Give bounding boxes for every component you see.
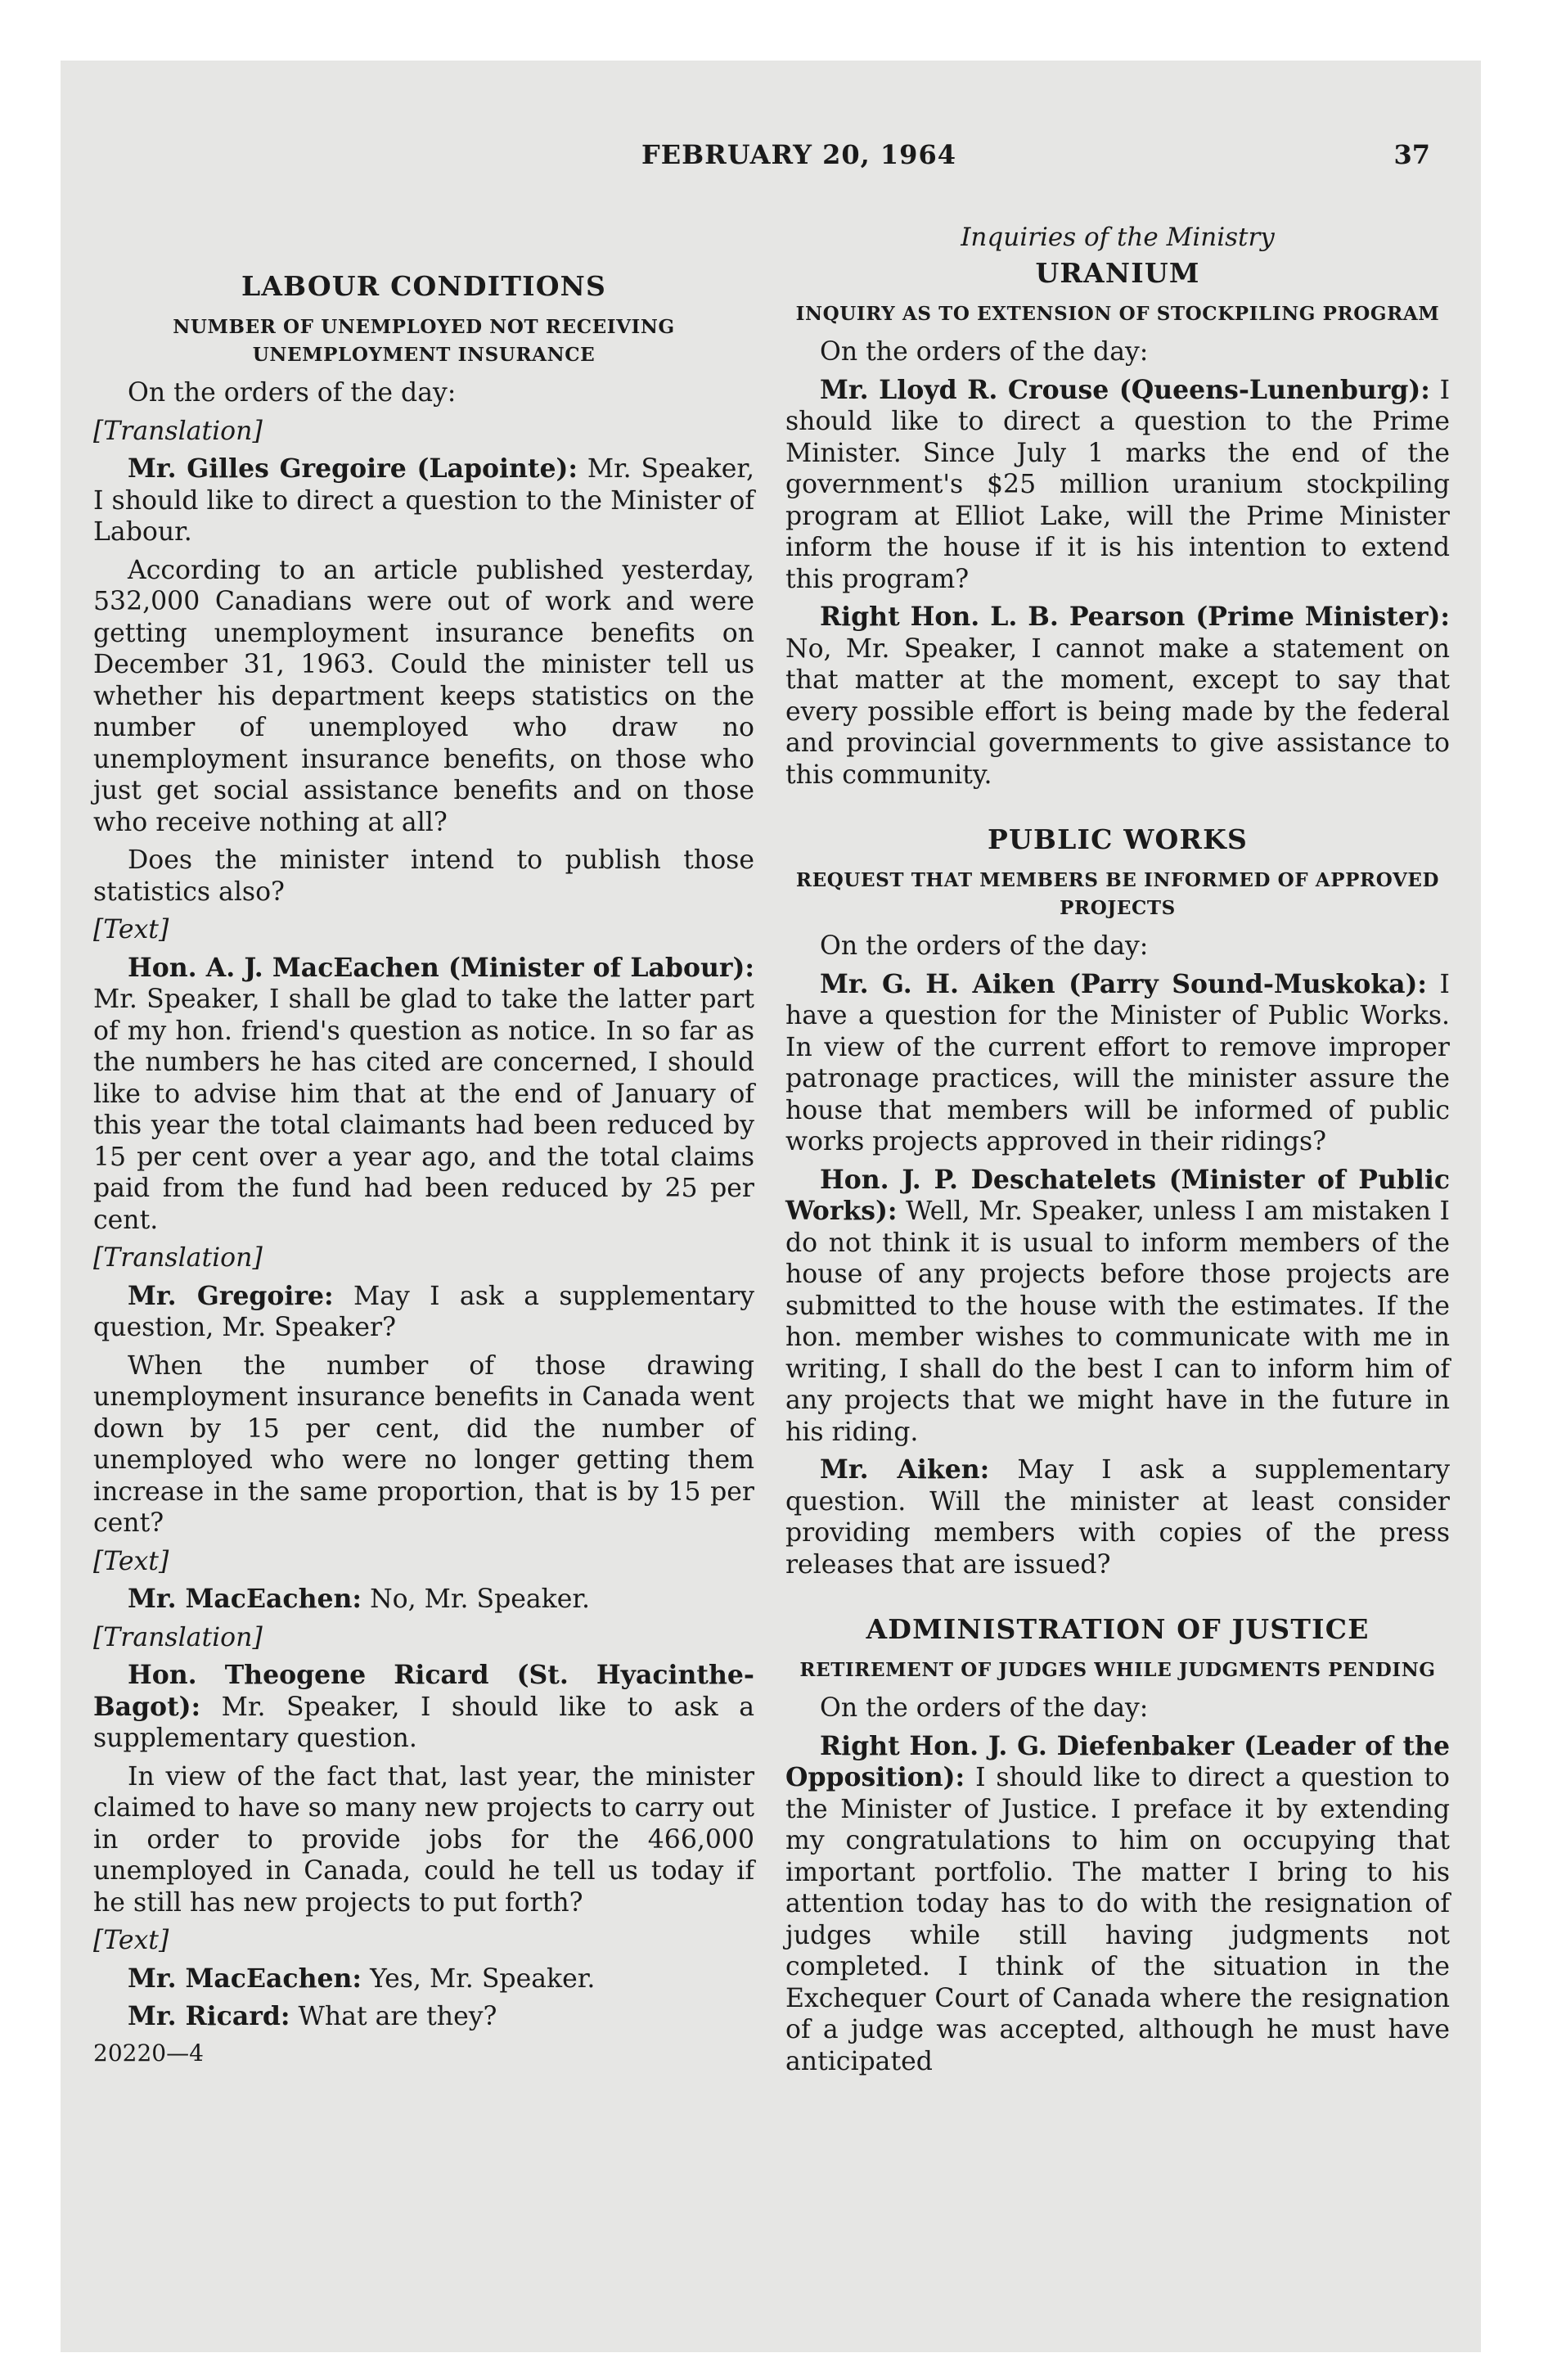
section-title-labour: LABOUR CONDITIONS: [241, 270, 607, 302]
text-marker: [Text]: [93, 1926, 169, 1955]
speaker-name: Mr. Lloyd R. Crouse (Queens-Lunenburg):: [820, 374, 1430, 405]
statement-text: Text: [103, 1926, 159, 1955]
orders-of-day: On the orders of the day:: [820, 1693, 1149, 1723]
section-title-public-works: PUBLIC WORKS: [987, 823, 1249, 855]
statement-text: No, Mr. Speaker, I cannot make a statement on that matter at the moment, except to say that every possible effort is being made by the federal and provincial governments to give assistance to this community.: [785, 633, 1450, 790]
statement-deschatelets: [785, 1165, 1450, 1449]
statement-maceachen-3: [93, 1963, 754, 1995]
statement-ricard: [93, 1660, 754, 1755]
statement-maceachen-2: [93, 1584, 754, 1616]
statement-text: I should like to direct a question to the Minister of Justice. I preface it by extending my congratulations to him on occupying that important portfolio. The matter I bring to his attention today has to do with the resignation of judges while still having judgments not completed. I think of the situation in the Exchequer Court of Canada where the resignation of a judge was accepted, although he must have anticipated: [785, 1763, 1450, 2076]
statement-crouse: [785, 375, 1450, 596]
statement-text: May I ask a supplementary question, Mr. Speaker?: [93, 1281, 755, 1342]
statement-text: Text: [103, 1546, 159, 1576]
statement-aiken-2: [785, 1454, 1450, 1580]
speaker-name: Hon. Theogene Ricard (St. Hyacinthe-Bagot):: [93, 1660, 754, 1722]
page-number: 37: [1393, 139, 1430, 170]
statement-text: Text: [103, 915, 159, 944]
subtitle-projects: REQUEST THAT MEMBERS BE INFORMED OF APPROVED PROJECTS: [795, 869, 1440, 919]
statement-text: I have a question for the Minister of Public Works. In view of the current effort to remove improper patronage practices, will the minister assure the house that members will be informed of public works projects approved in their ridings?: [785, 969, 1450, 1156]
right-column: [785, 183, 1450, 2084]
statement-text: Mr. Speaker, I should like to direct a question to the Minister of Labour.: [93, 454, 754, 547]
orders-of-day: On the orders of the day:: [820, 337, 1149, 367]
paragraph: According to an article published yesterday, 532,000 Canadians were out of work and were getting unemployment insurance benefits on December 31, 1963. Could the minister tell us whether his department keeps statistics on the number of unemployed who draw no unemployment insurance benefits, on those who just get social assistance benefits and on those who receive nothing at all?: [93, 555, 754, 837]
speaker-name: Mr. G. H. Aiken (Parry Sound-Muskoka):: [820, 968, 1428, 999]
statement-aiken: [785, 969, 1450, 1158]
statement-text: May I ask a supplementary question. Will the minister at least consider providing members with copies of the press releases that are issued?: [785, 1455, 1451, 1580]
statement-text: Well, Mr. Speaker, unless I am mistaken I do not think it is usual to inform members of the house of any projects before those projects are submitted to the house with the estimates. If the hon. member wishes to communicate with me in writing, I shall do the best I can to inform him of any projects that we might have in the future in his riding.: [785, 1197, 1451, 1447]
statement-gregoire-2: [93, 1281, 754, 1344]
statement-gregoire: [93, 453, 754, 548]
page-header: [61, 139, 1481, 180]
footer-signature: 20220—4: [93, 2039, 204, 2067]
text-marker: [Text]: [93, 915, 169, 944]
orders-of-day: On the orders of the day:: [128, 378, 457, 408]
statement-text: I should like to direct a question to the Prime Minister. Since July 1 marks the end of the government's $25 million uranium stockpiling program at Elliot Lake, will the Prime Minister inform the house if it is his intention to extend this program?: [785, 375, 1451, 594]
speaker-name: Mr. MacEachen:: [128, 1963, 362, 1994]
statement-text: Translation: [103, 1243, 253, 1273]
speaker-name: Right Hon. J. G. Diefenbaker (Leader of the Opposition):: [785, 1730, 1450, 1792]
statement-text: Translation: [103, 416, 253, 446]
speaker-name: Hon. A. J. MacEachen (Minister of Labour):: [128, 952, 754, 983]
statement-pearson: [785, 602, 1450, 791]
statement-text: No, Mr. Speaker.: [370, 1584, 590, 1614]
section-title-uranium: URANIUM: [1035, 257, 1200, 289]
translation-marker: [Translation]: [93, 416, 263, 446]
statement-text: Mr. Speaker, I shall be glad to take the latter part of my hon. friend's question as notice. In so far as the numbers he has cited are concerned, I should like to advise him that at the end of January of this year the total claimants had been reduced by 15 per cent over a year ago, and the total claims paid from the fund had been reduced by 25 per cent.: [93, 985, 754, 1235]
speaker-name: Mr. Gilles Gregoire (Lapointe):: [128, 453, 578, 484]
orders-of-day: On the orders of the day:: [820, 931, 1149, 961]
subtitle-judges: RETIREMENT OF JUDGES WHILE JUDGMENTS PENDING: [799, 1659, 1436, 1681]
text-marker: [Text]: [93, 1546, 169, 1576]
statement-diefenbaker: [785, 1731, 1450, 2078]
speaker-name: Mr. MacEachen:: [128, 1584, 362, 1614]
statement-text: Translation: [103, 1622, 253, 1652]
page-date: FEBRUARY 20, 1964: [641, 139, 956, 170]
left-column: [93, 183, 754, 2067]
statement-maceachen: [93, 953, 754, 1237]
statement-text: Yes, Mr. Speaker.: [370, 1963, 596, 1994]
statement-text: Mr. Speaker, I should like to ask a supplementary question.: [93, 1692, 754, 1753]
paragraph: When the number of those drawing unemployment insurance benefits in Canada went down by 15 per cent, did the number of unemployed who were no longer getting them increase in the same proportion, that is by 15 per cent?: [93, 1350, 754, 1538]
speaker-name: Hon. J. P. Deschatelets (Minister of Public Works):: [785, 1164, 1450, 1226]
statement-ricard-2: [93, 2001, 754, 2033]
speaker-name: Right Hon. L. B. Pearson (Prime Minister):: [820, 602, 1450, 632]
statement-text: What are they?: [298, 2002, 497, 2031]
speaker-name: Mr. Aiken:: [820, 1454, 990, 1485]
translation-marker: [Translation]: [93, 1243, 263, 1273]
subtitle-stockpiling: INQUIRY AS TO EXTENSION OF STOCKPILING PROGRAM: [795, 303, 1440, 325]
speaker-name: Mr. Gregoire:: [128, 1280, 334, 1311]
section-title-justice: ADMINISTRATION OF JUSTICE: [866, 1613, 1370, 1645]
paragraph: Does the minister intend to publish those statistics also?: [93, 845, 754, 907]
subtitle-unemployed: NUMBER OF UNEMPLOYED NOT RECEIVING UNEMPLOYMENT INSURANCE: [173, 316, 675, 366]
speaker-name: Mr. Ricard:: [128, 2001, 290, 2031]
translation-marker: [Translation]: [93, 1622, 263, 1652]
inquiries-heading: Inquiries of the Ministry: [961, 223, 1275, 252]
page: [61, 61, 1481, 2352]
paragraph: In view of the fact that, last year, the minister claimed to have so many new projects to carry out in order to provide jobs for the 466,000 unemployed in Canada, could he tell us today if he still has new projects to put forth?: [93, 1761, 754, 1918]
